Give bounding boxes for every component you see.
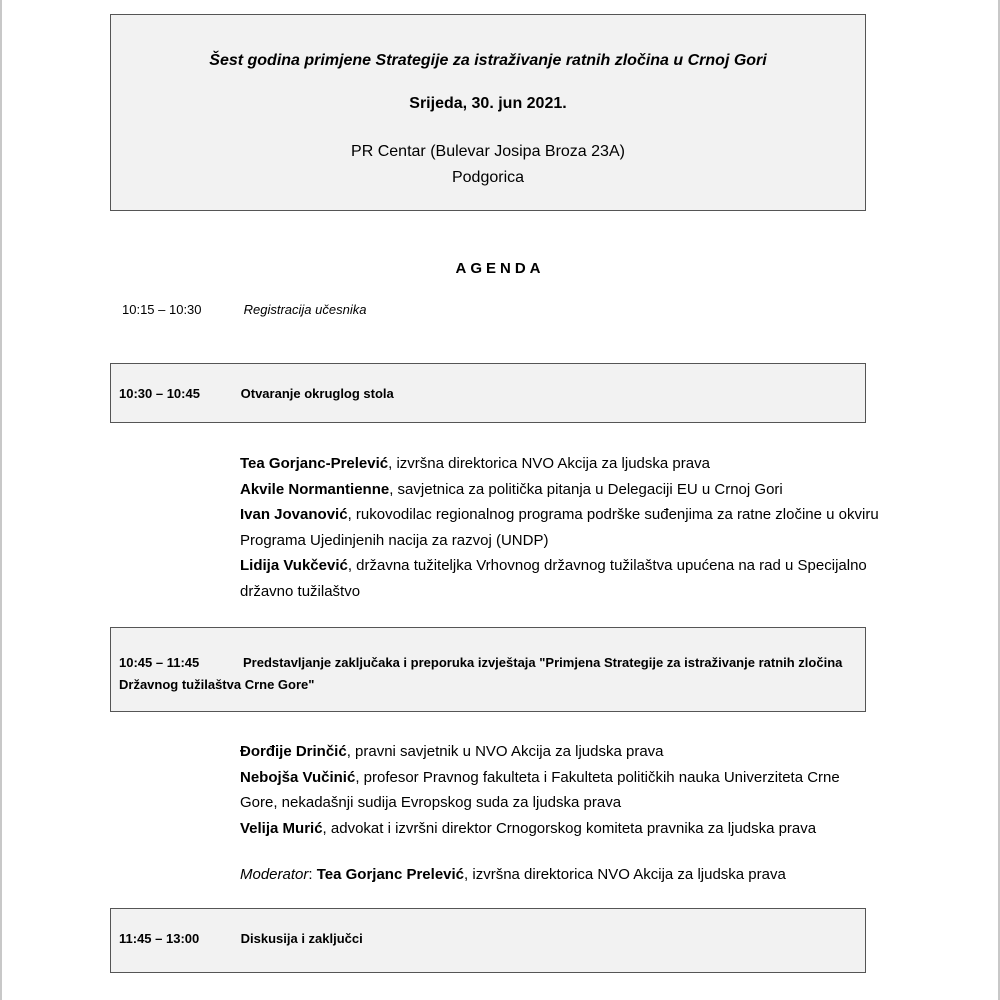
moderator-name: Tea Gorjanc Prelević <box>316 866 465 883</box>
moderator-label: Moderator <box>240 866 309 883</box>
speaker-role: , izvršna direktorica NVO Akcija za ljudska prava <box>388 455 710 472</box>
event-title: Šest godina primjene Strategije za istraživanje ratnih zločina u Crnoj Gori <box>209 52 767 69</box>
session-title: Diskusija i zaključci <box>240 931 363 946</box>
speaker-name: Lidija Vukčević <box>240 557 348 574</box>
speaker-item <box>240 477 880 503</box>
session-opening-header <box>119 386 394 401</box>
session-report-header <box>119 652 859 696</box>
registration-time: 10:15 – 10:30 <box>122 302 202 317</box>
speaker-name: Akvile Normantienne <box>240 480 390 498</box>
session-opening-speakers <box>240 451 880 604</box>
session-discussion-box <box>110 908 866 973</box>
event-venue: PR Centar (Bulevar Josipa Broza 23A) <box>351 143 625 160</box>
speaker-item <box>240 451 880 477</box>
session-title: Predstavljanje zaključaka i preporuka izvještaja "Primjena Strategije za istraživanje ratnih zločina Državnog tužilaštva Crne Gore" <box>119 655 843 692</box>
speaker-name: Ivan Jovanović <box>240 506 348 523</box>
speaker-item <box>240 816 880 842</box>
session-time: 10:30 – 10:45 <box>119 386 200 401</box>
speaker-name: Đorđije Drinčić <box>240 743 347 760</box>
speaker-role: , advokat i izvršni direktor Crnogorskog komiteta pravnika za ljudska prava <box>322 819 817 837</box>
session-opening-box <box>110 363 866 423</box>
session-report-speakers <box>240 739 880 841</box>
event-city: Podgorica <box>451 169 525 186</box>
speaker-name: Nebojša Vučinić <box>240 768 356 786</box>
speaker-role: , profesor Pravnog fakulteta i Fakulteta političkih nauka Univerziteta Crne Gore, nekadašnji sudija Evropskog suda za ljudska prava <box>240 768 840 811</box>
session-time: 10:45 – 11:45 <box>119 655 200 670</box>
registration-label: Registracija učesnika <box>243 302 367 317</box>
speaker-item <box>240 739 880 765</box>
session-report-box <box>110 627 866 712</box>
moderator-role: , izvršna direktorica NVO Akcija za ljudska prava <box>464 866 786 883</box>
event-date: Srijeda, 30. jun 2021. <box>409 95 567 112</box>
speaker-role: , pravni savjetnik u NVO Akcija za ljudska prava <box>346 743 664 760</box>
registration-row <box>122 302 366 317</box>
event-header-box <box>110 14 866 211</box>
speaker-item <box>240 765 880 816</box>
speaker-name: Velija Murić <box>240 819 323 837</box>
session-time: 11:45 – 13:00 <box>119 931 200 946</box>
event-venue-block <box>111 139 865 191</box>
speaker-item <box>240 553 880 604</box>
speaker-role: , državna tužiteljka Vrhovnog državnog tužilaštva upućena na rad u Specijalno državno tužilaštvo <box>240 557 867 600</box>
session-title: Otvaranje okruglog stola <box>240 386 394 401</box>
session-discussion-header <box>119 931 363 946</box>
speaker-item <box>240 502 880 553</box>
agenda-heading: AGENDA <box>455 260 545 277</box>
session-moderator <box>240 866 786 883</box>
speaker-role: , rukovodilac regionalnog programa podrške suđenjima za ratne zločine u okviru Programa Ujedinjenih nacija za razvoj (UNDP) <box>240 506 879 549</box>
moderator-separator: : <box>308 866 317 883</box>
speaker-role: , savjetnica za politička pitanja u Delegaciji EU u Crnoj Gori <box>389 480 783 498</box>
speaker-name: Tea Gorjanc-Prelević <box>240 455 389 472</box>
